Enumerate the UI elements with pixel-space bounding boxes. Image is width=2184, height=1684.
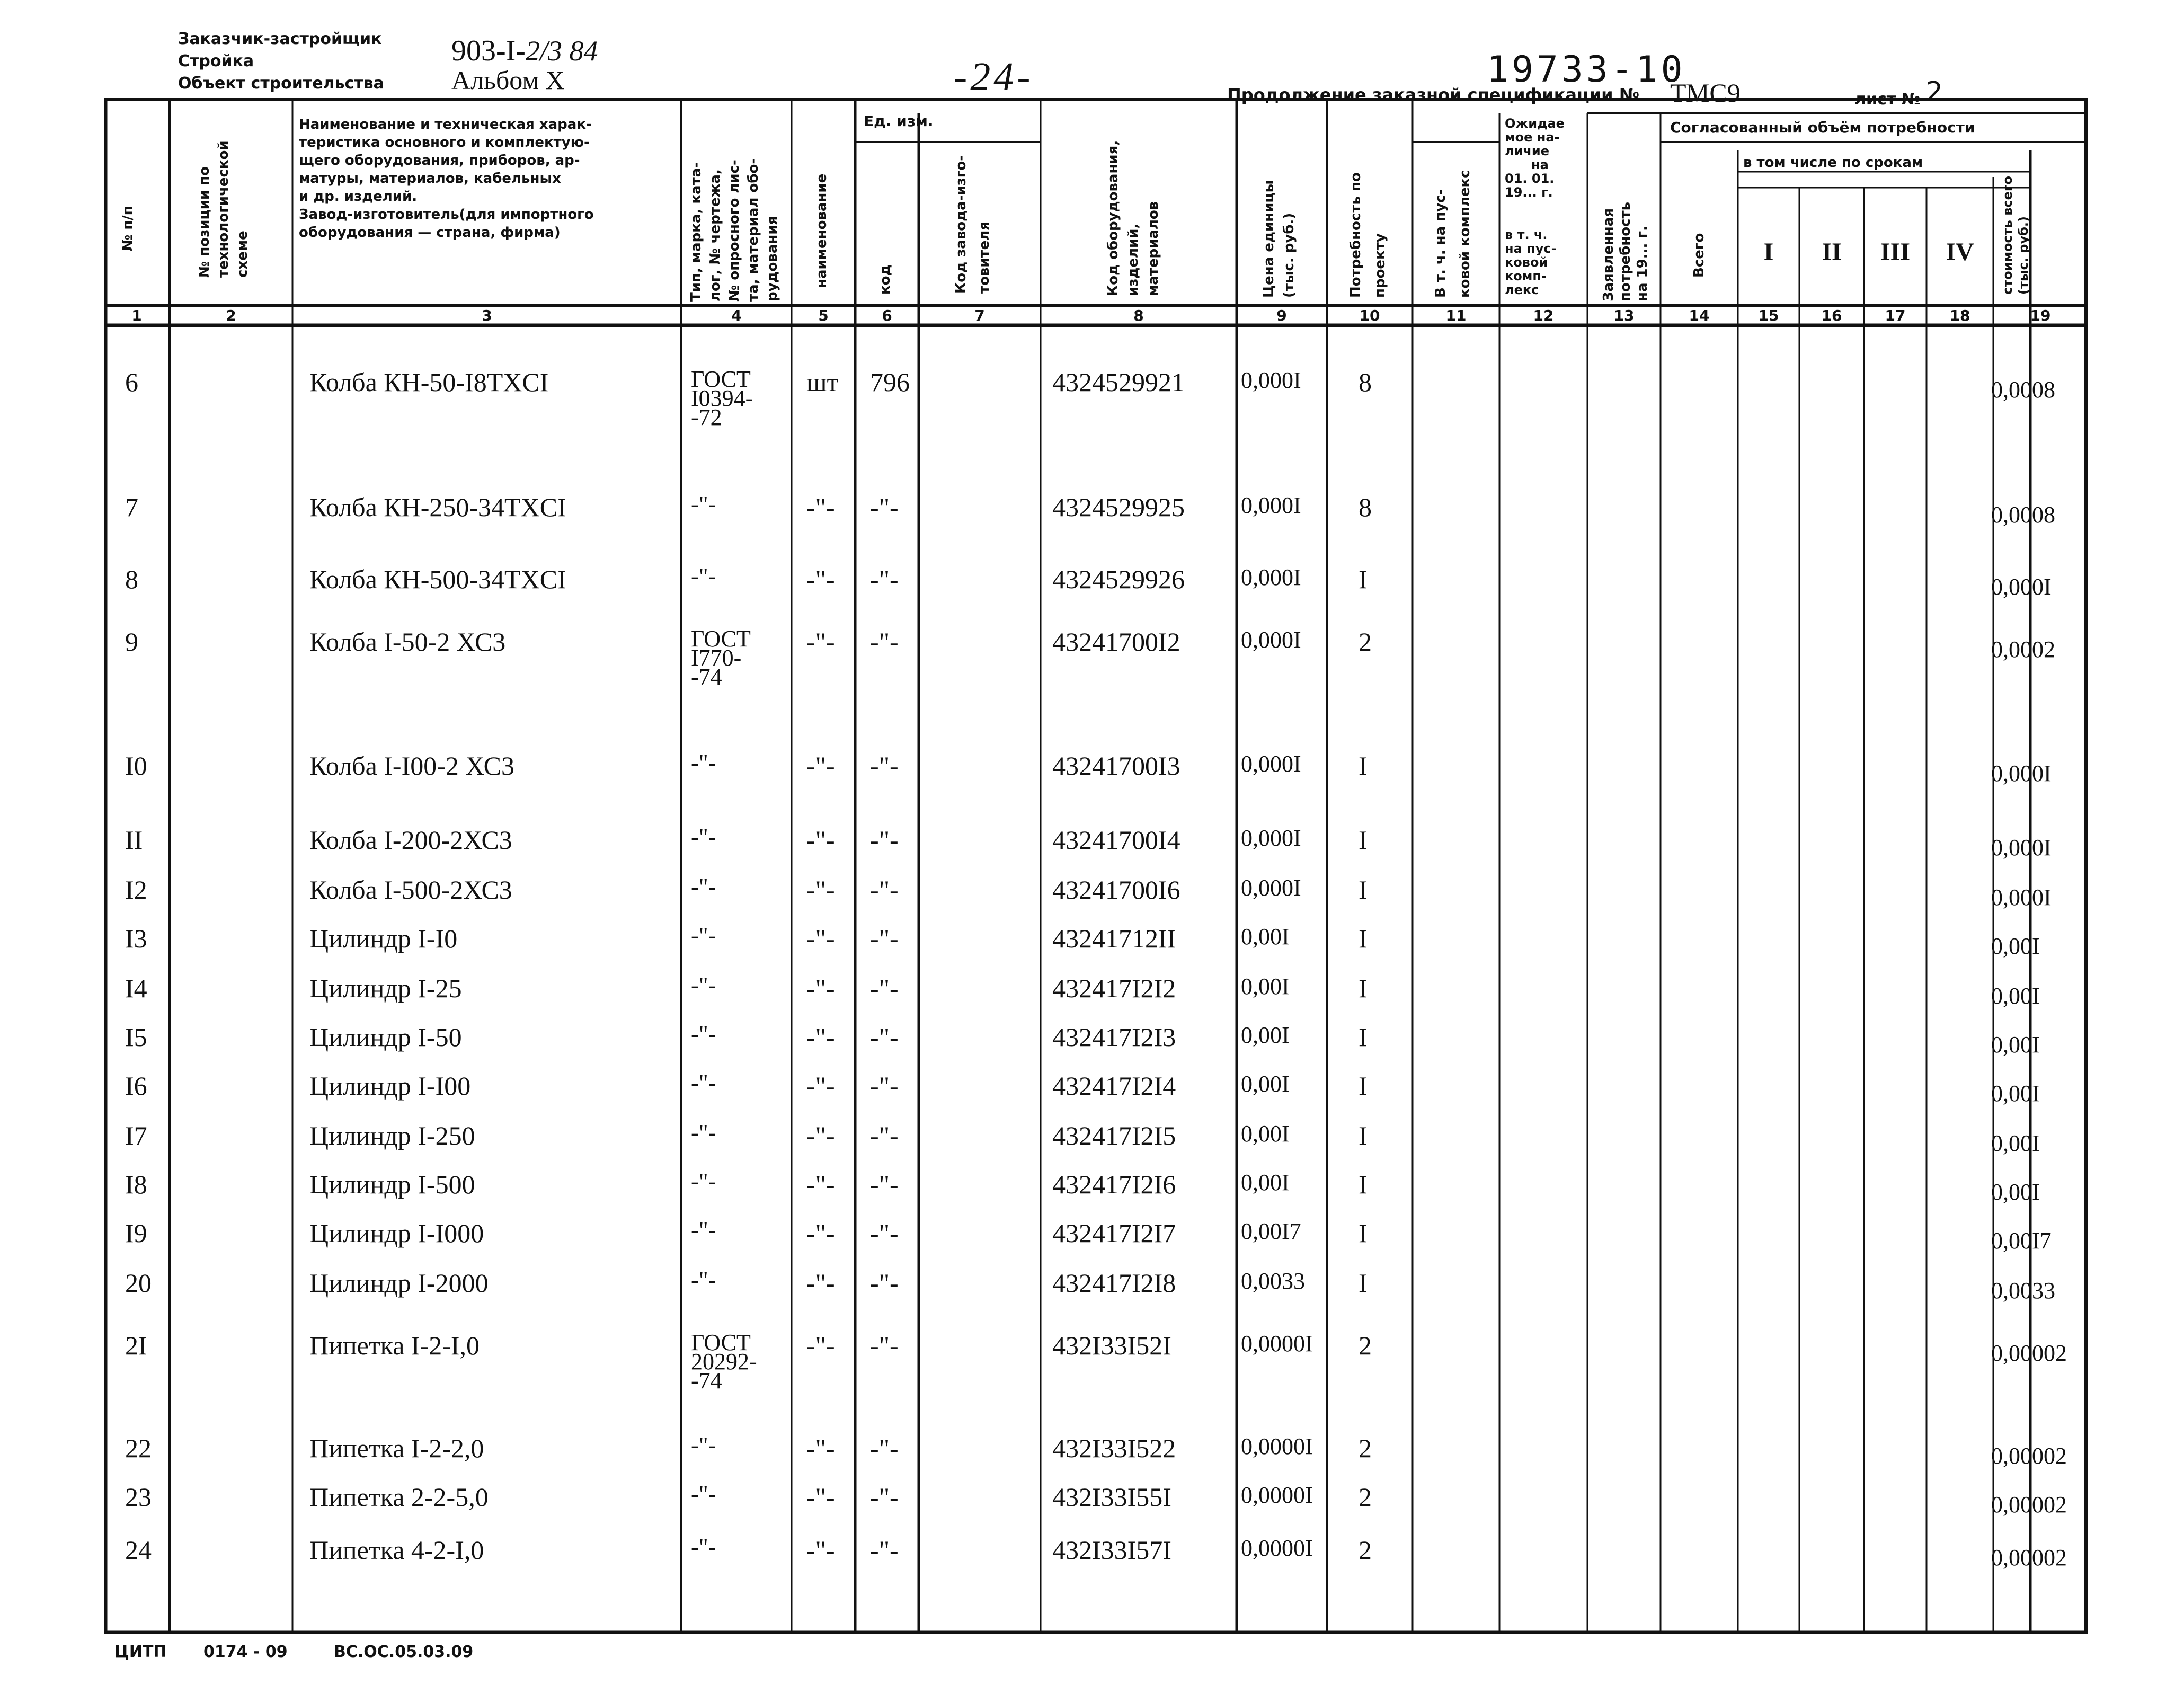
row-5-n: I0 — [125, 751, 147, 781]
row-10-unit: -"- — [806, 1022, 835, 1052]
col-num-16: 16 — [1821, 307, 1842, 324]
col-num-10: 10 — [1359, 307, 1380, 324]
col-cost-line-1: стоимость всего — [2000, 176, 2015, 295]
agreed-group-header: Согласованный объём потребности — [1670, 119, 1975, 136]
row-1-unit-code: 796 — [870, 367, 910, 397]
row-10-total: 0,00I — [1991, 1032, 2040, 1058]
col-equipment-code-header — [1103, 140, 1164, 296]
spec-number: ТМС9 — [1670, 78, 1741, 108]
row-7-price: 0,000I — [1241, 875, 1301, 901]
footer-code-1: 0174 - 09 — [203, 1643, 288, 1661]
col-name-line-3: щего оборудования, приборов, ар- — [299, 153, 580, 169]
row-8-code: 43241712II — [1052, 924, 1176, 953]
row-17-name: Пипетка I-2-2,0 — [309, 1433, 484, 1463]
row-11-need: I — [1359, 1071, 1368, 1101]
row-2-n: 7 — [125, 492, 138, 522]
row-11-unit: -"- — [806, 1071, 835, 1101]
row-4-type-line-2: I770- — [691, 645, 742, 671]
col-num-7: 7 — [974, 307, 985, 324]
col-price-line-1: Цена единицы — [1261, 180, 1277, 298]
col-expected-line-5: 01. 01. — [1505, 171, 1555, 186]
row-17-unit-code: -"- — [870, 1433, 899, 1463]
row-11-code: 432417I2I4 — [1052, 1071, 1176, 1101]
row-11-total: 0,00I — [1991, 1080, 2040, 1106]
col-declared-line-2: потребность — [1618, 201, 1633, 302]
row-19-name: Пипетка 4-2-I,0 — [309, 1535, 484, 1565]
row-13-unit: -"- — [806, 1169, 835, 1199]
col-num-2: 2 — [226, 307, 236, 324]
row-9-code: 432417I2I2 — [1052, 973, 1176, 1003]
row-19-type-line-1: -"- — [691, 1534, 716, 1560]
row-19-code: 432I33I57I — [1052, 1535, 1171, 1565]
term-2-header: II — [1822, 238, 1842, 266]
row-2-name: Колба КН-250-34TXCI — [309, 492, 566, 522]
row-10-name: Цилиндр I-50 — [309, 1022, 462, 1052]
row-14-unit-code: -"- — [870, 1218, 899, 1248]
col-total-header: Всего — [1691, 233, 1707, 278]
col-expected-launch-header — [1505, 228, 1557, 297]
terms-group-header: в том числе по срокам — [1743, 155, 1923, 171]
row-5-type-line-1: -"- — [691, 750, 716, 776]
row-18-code: 432I33I55I — [1052, 1482, 1171, 1512]
col-maker-code-header — [949, 155, 996, 294]
row-13-price: 0,00I — [1241, 1169, 1290, 1195]
col-num-13: 13 — [1613, 307, 1635, 324]
site-label: Стройка — [178, 52, 254, 70]
col-type-line-3: № опросного лис- — [726, 159, 742, 302]
col-declared-line-1: Заявленная — [1601, 208, 1617, 302]
row-16-type-line-3: -74 — [691, 1368, 722, 1394]
row-10-unit-code: -"- — [870, 1022, 899, 1052]
row-1-type-line-2: I0394- — [691, 385, 753, 411]
col-equipment-code-line-2: изделий, — [1125, 223, 1141, 296]
project-code — [451, 34, 598, 68]
col-expected-launch-line-2: на пус- — [1505, 241, 1557, 256]
row-9-need: I — [1359, 973, 1368, 1003]
row-15-price: 0,0033 — [1241, 1268, 1305, 1294]
row-2-price: 0,000I — [1241, 492, 1301, 518]
col-position-header: № позиции по технологической схеме — [197, 140, 251, 278]
row-1-price: 0,000I — [1241, 367, 1301, 393]
row-11-unit-code: -"- — [870, 1071, 899, 1101]
row-18-need: 2 — [1359, 1482, 1372, 1512]
row-1-need: 8 — [1359, 367, 1372, 397]
row-12-n: I7 — [125, 1121, 147, 1150]
col-num-19: 19 — [2030, 307, 2051, 324]
album-label: Альбом X — [451, 65, 565, 95]
col-expected-line-4: на — [1531, 157, 1549, 172]
row-2-type-line-1: -"- — [691, 491, 716, 517]
row-11-price: 0,00I — [1241, 1071, 1290, 1097]
row-7-unit: -"- — [806, 875, 835, 905]
row-6-total: 0,000I — [1991, 835, 2052, 861]
row-1-name: Колба КН-50-I8TXCI — [309, 367, 549, 397]
col-launch-line-2: ковой комплекс — [1457, 170, 1473, 298]
row-1-type-line-1: ГОСТ — [691, 366, 751, 392]
term-3-header: III — [1880, 238, 1911, 266]
row-12-unit: -"- — [806, 1121, 835, 1150]
col-expected-line-2: мое на- — [1505, 130, 1560, 145]
row-8-price: 0,00I — [1241, 924, 1290, 950]
row-17-type-line-1: -"- — [691, 1432, 716, 1458]
col-num-15: 15 — [1758, 307, 1779, 324]
row-3-code: 4324529926 — [1052, 564, 1185, 594]
row-4-unit: -"- — [806, 627, 835, 657]
table-grid — [104, 98, 2088, 1634]
row-8-type-line-1: -"- — [691, 923, 716, 949]
col-num-6: 6 — [882, 307, 892, 324]
row-10-n: I5 — [125, 1022, 147, 1052]
row-9-unit: -"- — [806, 973, 835, 1003]
col-num-14: 14 — [1689, 307, 1710, 324]
row-17-code: 432I33I522 — [1052, 1433, 1176, 1463]
row-4-name: Колба I-50-2 ХС3 — [309, 627, 506, 657]
row-17-unit: -"- — [806, 1433, 835, 1463]
row-13-total: 0,00I — [1991, 1179, 2040, 1205]
row-10-need: I — [1359, 1022, 1368, 1052]
col-expected-line-3: личие — [1505, 144, 1549, 158]
row-15-n: 20 — [125, 1268, 152, 1298]
row-3-n: 8 — [125, 564, 138, 594]
row-3-price: 0,000I — [1241, 564, 1301, 590]
row-14-code: 432417I2I7 — [1052, 1218, 1176, 1248]
row-19-unit: -"- — [806, 1535, 835, 1565]
row-16-n: 2I — [125, 1331, 147, 1360]
row-16-unit: -"- — [806, 1331, 835, 1360]
row-9-name: Цилиндр I-25 — [309, 973, 462, 1003]
row-19-price: 0,0000I — [1241, 1535, 1313, 1561]
row-5-name: Колба I-I00-2 ХС3 — [309, 751, 514, 781]
col-num-5: 5 — [818, 307, 829, 324]
col-declared-line-3: на 19... г. — [1635, 226, 1650, 302]
row-13-code: 432417I2I6 — [1052, 1169, 1176, 1199]
row-19-total: 0,00002 — [1991, 1545, 2067, 1571]
row-4-n: 9 — [125, 627, 138, 657]
row-2-code: 4324529925 — [1052, 492, 1185, 522]
row-4-type-line-1: ГОСТ — [691, 626, 751, 652]
row-17-need: 2 — [1359, 1433, 1372, 1463]
row-11-n: I6 — [125, 1071, 147, 1101]
continuation-label: Продолжение заказной спецификации № — [1227, 85, 1640, 105]
col-expected-line-6: 19... г. — [1505, 185, 1553, 200]
row-4-code: 43241700I2 — [1052, 627, 1180, 657]
col-launch-line-1: В т. ч. на пус- — [1433, 189, 1449, 298]
col-equipment-code-line-1: Код оборудования, — [1105, 140, 1121, 296]
col-type-line-2: лог, № чертежа, — [707, 169, 723, 302]
row-11-name: Цилиндр I-I00 — [309, 1071, 471, 1101]
col-name-line-6: Завод-изготовитель(для импортного — [299, 207, 594, 223]
row-8-unit-code: -"- — [870, 924, 899, 953]
col-maker-code-line-2: товителя — [976, 221, 992, 294]
row-13-type-line-1: -"- — [691, 1168, 716, 1194]
col-num-8: 8 — [1133, 307, 1144, 324]
row-1-code: 4324529921 — [1052, 367, 1185, 397]
sheet-label: лист № — [1854, 90, 1921, 109]
row-7-total: 0,000I — [1991, 884, 2052, 910]
row-10-code: 432417I2I3 — [1052, 1022, 1176, 1052]
row-16-type-line-2: 20292- — [691, 1349, 757, 1375]
row-18-name: Пипетка 2-2-5,0 — [309, 1482, 489, 1512]
row-7-type-line-1: -"- — [691, 874, 716, 900]
row-2-need: 8 — [1359, 492, 1372, 522]
col-price-line-2: (тыс. руб.) — [1281, 212, 1297, 298]
col-need-line-1: Потребность по — [1348, 172, 1364, 298]
row-17-price: 0,0000I — [1241, 1433, 1313, 1459]
row-3-unit-code: -"- — [870, 564, 899, 594]
row-5-total: 0,000I — [1991, 760, 2052, 786]
project-code-printed: 903-I- — [451, 34, 526, 67]
row-11-type-line-1: -"- — [691, 1070, 716, 1096]
row-15-unit: -"- — [806, 1268, 835, 1298]
row-9-unit-code: -"- — [870, 973, 899, 1003]
units-group-header: Ед. изм. — [864, 112, 934, 130]
row-5-code: 43241700I3 — [1052, 751, 1180, 781]
row-19-unit-code: -"- — [870, 1535, 899, 1565]
row-1-total: 0,0008 — [1991, 377, 2055, 403]
col-equipment-code-line-3: материалов — [1146, 201, 1161, 296]
row-18-n: 23 — [125, 1482, 152, 1512]
col-type-line-5: рудования — [765, 216, 780, 302]
row-5-price: 0,000I — [1241, 751, 1301, 777]
row-18-type-line-1: -"- — [691, 1481, 716, 1507]
row-6-type-line-1: -"- — [691, 824, 716, 850]
row-1-type-line-3: -72 — [691, 404, 722, 430]
row-12-need: I — [1359, 1121, 1368, 1150]
row-13-need: I — [1359, 1169, 1368, 1199]
row-12-name: Цилиндр I-250 — [309, 1121, 475, 1150]
col-declared-header — [1600, 202, 1651, 302]
row-1-n: 6 — [125, 367, 138, 397]
page-number: -24- — [954, 55, 1034, 99]
col-name-header — [299, 116, 594, 242]
row-3-type-line-1: -"- — [691, 563, 716, 589]
row-19-need: 2 — [1359, 1535, 1372, 1565]
row-18-unit: -"- — [806, 1482, 835, 1512]
col-num-12: 12 — [1533, 307, 1554, 324]
col-need-header — [1344, 172, 1392, 298]
row-17-n: 22 — [125, 1433, 152, 1463]
row-13-name: Цилиндр I-500 — [309, 1169, 475, 1199]
row-8-n: I3 — [125, 924, 147, 953]
col-num-11: 11 — [1445, 307, 1467, 324]
row-9-price: 0,00I — [1241, 973, 1290, 999]
row-5-unit: -"- — [806, 751, 835, 781]
col-num-3: 3 — [482, 307, 492, 324]
row-4-type-line-3: -74 — [691, 664, 722, 690]
row-7-unit-code: -"- — [870, 875, 899, 905]
col-type-line-1: Тип, марка, ката- — [688, 162, 704, 302]
col-unit-code-header: код — [877, 264, 893, 295]
row-4-price: 0,000I — [1241, 627, 1301, 653]
row-10-type-line-1: -"- — [691, 1021, 716, 1047]
col-num-1: 1 — [131, 307, 142, 324]
col-num-9: 9 — [1276, 307, 1287, 324]
col-name-line-5: и др. изделий. — [299, 189, 418, 205]
col-expected-line-1: Ожидае — [1505, 116, 1565, 131]
row-6-code: 43241700I4 — [1052, 825, 1180, 855]
col-launch-header — [1428, 170, 1477, 298]
row-17-total: 0,00002 — [1991, 1443, 2067, 1469]
row-8-need: I — [1359, 924, 1368, 953]
col-unit-name-header: наименование — [814, 173, 830, 288]
row-6-unit: -"- — [806, 825, 835, 855]
row-15-name: Цилиндр I-2000 — [309, 1268, 489, 1298]
row-14-need: I — [1359, 1218, 1368, 1248]
row-16-type-line-1: ГОСТ — [691, 1330, 751, 1355]
row-18-total: 0,00002 — [1991, 1492, 2067, 1518]
row-12-price: 0,00I — [1241, 1121, 1290, 1147]
col-need-line-2: проекту — [1372, 233, 1388, 298]
row-6-n: II — [125, 825, 143, 855]
stamp-number: 19733-10 — [1487, 49, 1686, 91]
row-15-need: I — [1359, 1268, 1368, 1298]
row-13-unit-code: -"- — [870, 1169, 899, 1199]
row-7-need: I — [1359, 875, 1368, 905]
row-18-unit-code: -"- — [870, 1482, 899, 1512]
col-number-header: № п/п — [120, 206, 136, 251]
row-8-name: Цилиндр I-I0 — [309, 924, 458, 953]
col-name-line-2: теристика основного и комплектую- — [299, 135, 590, 150]
row-9-type-line-1: -"- — [691, 972, 716, 998]
row-5-unit-code: -"- — [870, 751, 899, 781]
term-1-header: I — [1763, 238, 1774, 266]
col-expected-header — [1505, 117, 1565, 199]
col-maker-code-line-1: Код завода-изго- — [953, 155, 969, 294]
col-expected-launch-line-3: ковой — [1505, 255, 1548, 270]
footer-org: ЦИТП — [114, 1643, 167, 1661]
row-12-type-line-1: -"- — [691, 1120, 716, 1146]
row-8-unit: -"- — [806, 924, 835, 953]
row-2-unit: -"- — [806, 492, 835, 522]
row-2-total: 0,0008 — [1991, 502, 2055, 528]
row-6-name: Колба I-200-2ХС3 — [309, 825, 512, 855]
row-4-unit-code: -"- — [870, 627, 899, 657]
row-16-need: 2 — [1359, 1331, 1372, 1360]
row-6-unit-code: -"- — [870, 825, 899, 855]
row-16-price: 0,0000I — [1241, 1331, 1313, 1357]
row-3-need: I — [1359, 564, 1368, 594]
row-3-name: Колба КН-500-34TXCI — [309, 564, 566, 594]
row-3-total: 0,000I — [1991, 574, 2052, 600]
row-9-n: I4 — [125, 973, 147, 1003]
row-1-unit: шт — [806, 367, 839, 397]
row-14-n: I9 — [125, 1218, 147, 1248]
col-name-line-1: Наименование и техническая харак- — [299, 117, 592, 132]
row-8-total: 0,00I — [1991, 933, 2040, 959]
row-3-unit: -"- — [806, 564, 835, 594]
row-13-n: I8 — [125, 1169, 147, 1199]
col-cost-header — [2000, 176, 2031, 295]
row-15-total: 0,0033 — [1991, 1278, 2055, 1304]
col-type-header — [687, 158, 782, 302]
col-num-18: 18 — [1949, 307, 1970, 324]
sheet-number: 2 — [1925, 76, 1943, 108]
row-4-need: 2 — [1359, 627, 1372, 657]
footer-code-2: ВС.ОС.05.03.09 — [334, 1643, 474, 1661]
col-expected-launch-line-5: лекс — [1505, 282, 1539, 297]
col-num-4: 4 — [731, 307, 742, 324]
row-16-name: Пипетка I-2-I,0 — [309, 1331, 480, 1360]
row-12-total: 0,00I — [1991, 1130, 2040, 1156]
row-5-need: I — [1359, 751, 1368, 781]
row-12-unit-code: -"- — [870, 1121, 899, 1150]
row-14-unit: -"- — [806, 1218, 835, 1248]
col-price-header — [1259, 180, 1299, 298]
row-7-n: I2 — [125, 875, 147, 905]
row-14-type-line-1: -"- — [691, 1217, 716, 1243]
row-2-unit-code: -"- — [870, 492, 899, 522]
row-7-name: Колба I-500-2ХС3 — [309, 875, 512, 905]
row-16-unit-code: -"- — [870, 1331, 899, 1360]
row-18-price: 0,0000I — [1241, 1482, 1313, 1508]
col-cost-line-2: (тыс. руб.) — [2016, 216, 2031, 295]
row-19-n: 24 — [125, 1535, 152, 1565]
row-9-total: 0,00I — [1991, 983, 2040, 1009]
row-4-total: 0,0002 — [1991, 636, 2055, 662]
table-border — [105, 99, 2086, 1633]
row-7-code: 43241700I6 — [1052, 875, 1180, 905]
row-6-need: I — [1359, 825, 1368, 855]
row-14-name: Цилиндр I-I000 — [309, 1218, 484, 1248]
specification-table — [104, 98, 2088, 1634]
row-15-unit-code: -"- — [870, 1268, 899, 1298]
col-expected-launch-line-4: комп- — [1505, 269, 1547, 283]
term-4-header: IV — [1946, 238, 1974, 266]
row-16-code: 432I33I52I — [1052, 1331, 1171, 1360]
row-10-price: 0,00I — [1241, 1022, 1290, 1048]
row-14-total: 0,00I7 — [1991, 1228, 2052, 1254]
project-code-handwritten: 2/3 84 — [525, 35, 598, 67]
row-14-price: 0,00I7 — [1241, 1218, 1301, 1244]
row-15-code: 432417I2I8 — [1052, 1268, 1176, 1298]
row-15-type-line-1: -"- — [691, 1267, 716, 1293]
col-num-17: 17 — [1885, 307, 1906, 324]
row-16-total: 0,00002 — [1991, 1340, 2067, 1366]
row-12-code: 432417I2I5 — [1052, 1121, 1176, 1150]
row-6-price: 0,000I — [1241, 825, 1301, 851]
customer-label: Заказчик-застройщик — [178, 30, 382, 48]
col-name-line-7: оборудования — страна, фирма) — [299, 225, 561, 241]
col-name-line-4: матуры, материалов, кабельных — [299, 171, 561, 187]
col-type-line-4: та, материал обо- — [745, 158, 761, 302]
col-expected-launch-line-1: в т. ч. — [1505, 227, 1548, 242]
object-label: Объект строительства — [178, 74, 384, 93]
